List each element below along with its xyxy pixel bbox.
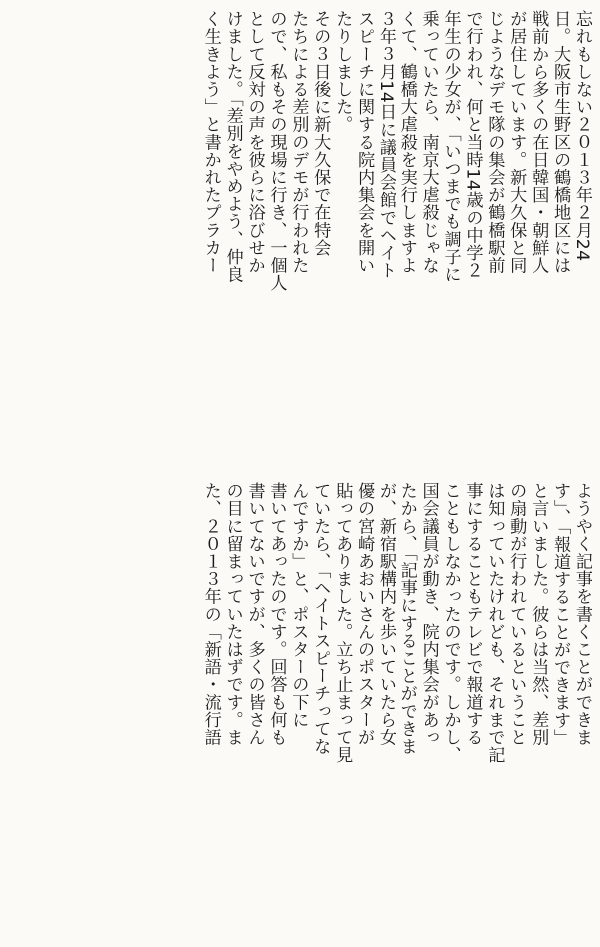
lower-tier [8, 482, 592, 940]
paragraph: が、新宿駅構内を歩いていたら女 優の宮崎あおいさんのポスターが 貼ってありました。立ち止まって見 ていたら、「ヘイトスピーチってな んですか」と、ポスターの下に 書いてあったのです。回答も何も 書いてないですが、多くの皆さん の目に留まっていたはずです。ま た、２０１３年の「新語・流行語 [200, 482, 396, 764]
paragraph: ３年３月14日に議員会館でヘイト スピーチに関する院内集会を開い たりしました。 [332, 10, 396, 280]
paragraph: ようやく記事を書くことができま す」、「報道することができます」 と言いました。彼らは当然、差別 の扇動が行われているということ は知っていたけれども、それまで記 事にすることもテレビで報道する こともしなかったのです。しかし、 国会議員が動き、院内集会があっ たから、「記事にすることができま [396, 482, 592, 764]
upper-tier [8, 10, 592, 468]
paragraph: その３日後に新大久保で在特会 たちによる差別のデモが行われた ので、私もその現場に行き、一個人 として反対の声を彼らに浴びせか けました。「差別をやめよう、仲良 く生きよう」と書かれたプラカー [200, 10, 331, 292]
article-column-3 [396, 482, 592, 940]
article-column-2 [200, 10, 396, 468]
article-column-4 [200, 482, 396, 940]
article-column-1 [396, 10, 592, 468]
paragraph: 忘れもしない２０１３年２月24 日。大阪市生野区の鶴橋地区には 戦前から多くの在日韓国・朝鮮人 が居住しています。新大久保と同 じようなデモ隊の集会が鶴橋駅前 で行われ、何と当時14歳の中学２ 年生の少女が、「いつまでも調子に 乗っていたら、南京大虐殺じゃな くて、鶴橋大虐殺を実行しますよ [396, 10, 592, 283]
